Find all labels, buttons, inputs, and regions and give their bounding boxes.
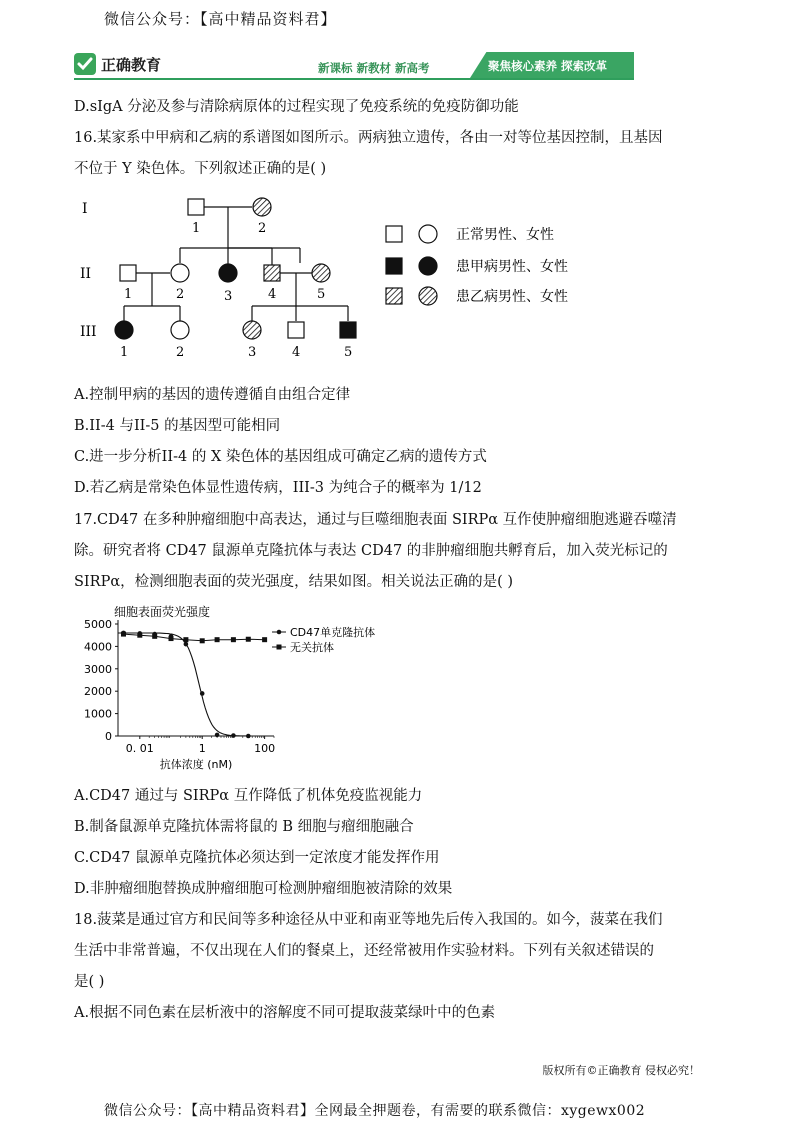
gen1-num-1: 1: [192, 221, 201, 236]
legend-control-marker: [277, 645, 282, 650]
legend-diseaseB-male: [386, 288, 402, 304]
y-tick-label: 4000: [84, 640, 112, 654]
wechat-footer-text: 微信公众号：【高中精品资料君】全网最全押题卷，有需要的联系微信：xygewx002: [104, 1103, 646, 1119]
legend-normal-label: 正常男性、女性: [456, 227, 554, 243]
gen2-num-2: 2: [176, 287, 185, 302]
legend-cd47-label: CD47单克隆抗体: [290, 626, 376, 639]
series-cd47-point: [215, 733, 220, 738]
fluorescence-chart: [74, 602, 454, 774]
gen2-male-4: [264, 265, 280, 281]
gen1-female-2: [253, 198, 271, 216]
chart-title: 细胞表面荧光强度: [114, 605, 211, 619]
gen2-num-3: 3: [224, 289, 233, 304]
legend-diseaseB-label: 患乙病男性、女性: [456, 289, 568, 305]
gen3-male-4: [288, 322, 304, 338]
q17-option-b: B.制备鼠源单克隆抗体需将鼠的 B 细胞与瘤细胞融合: [74, 819, 414, 835]
gen2-num-4: 4: [268, 287, 277, 302]
gen3-female-1: [115, 321, 133, 339]
gen3-num-1: 1: [120, 345, 129, 360]
series-control-line: [124, 634, 265, 641]
gen2-num-5: 5: [317, 287, 326, 302]
legend-diseaseA-label: 患甲病男性、女性: [456, 259, 568, 275]
legend-normal-female: [419, 225, 437, 243]
q18-option-a: A.根据不同色素在层析液中的溶解度不同可提取菠菜绿叶中的色素: [74, 1005, 496, 1021]
q17-option-d: D.非肿瘤细胞替换成肿瘤细胞可检测肿瘤细胞被清除的效果: [74, 881, 453, 897]
legend-control-label: 无关抗体: [290, 641, 334, 654]
legend-diseaseA-female: [419, 257, 437, 275]
series-control-point: [246, 637, 251, 642]
y-tick-label: 5000: [84, 618, 112, 631]
series-cd47-point: [200, 691, 205, 696]
series-control-point: [169, 636, 174, 641]
gen1-male-1: [188, 199, 204, 215]
x-axis-label: 抗体浓度 (nM): [159, 758, 233, 771]
y-tick-label: 1000: [84, 707, 112, 721]
q16-option-c: C.进一步分析II-4 的 X 染色体的基因组成可确定乙病的遗传方式: [74, 449, 487, 465]
question-16-stem: 16.某家系中甲病和乙病的系谱图如图所示。两病独立遗传，各由一对等位基因控制，且基因: [74, 130, 663, 146]
question-18-stem: 18.菠菜是通过官方和民间等多种途径从中亚和南亚等地先后传入我国的。如今，菠菜在我们: [74, 912, 663, 928]
series-control-point: [262, 637, 267, 642]
question-17-stem-cont2: SIRPα，检测细胞表面的荧光强度，结果如图。相关说法正确的是( ): [74, 574, 514, 590]
series-control-point: [183, 637, 188, 642]
gen2-female-3: [219, 264, 237, 282]
gen2-female-5: [312, 264, 330, 282]
gen3-num-4: 4: [292, 345, 301, 360]
slogan: 新课标 新教材 新高考: [318, 61, 430, 75]
gen2-female-2: [171, 264, 189, 282]
series-cd47-point: [246, 734, 251, 739]
y-tick-label: 0: [105, 730, 112, 743]
gen3-male-5: [340, 322, 356, 338]
x-tick-label: 100: [254, 742, 276, 755]
series-control-point: [121, 632, 126, 637]
x-tick-label: 1: [198, 742, 206, 755]
gen-label-1: I: [82, 201, 88, 217]
series-control-point: [215, 637, 220, 642]
series-control-point: [137, 633, 142, 638]
series-control-point: [200, 638, 205, 643]
q17-option-c: C.CD47 鼠源单克隆抗体必须达到一定浓度才能发挥作用: [74, 850, 440, 866]
gen-label-2: II: [80, 266, 92, 282]
legend-diseaseB-female: [419, 287, 437, 305]
question-18-stem-cont1: 生活中非常普遍，不仅出现在人们的餐桌上，还经常被用作实验材料。下列有关叙述错误的: [74, 943, 654, 959]
legend-cd47-marker: [277, 630, 282, 635]
series-cd47-point: [184, 642, 189, 647]
gen3-female-2: [171, 321, 189, 339]
legend-normal-male: [386, 226, 402, 242]
question-16-stem-cont: 不位于 Y 染色体。下列叙述正确的是( ): [74, 161, 327, 177]
header-divider: [74, 78, 634, 80]
q16-option-b: B.II-4 与II-5 的基因型可能相同: [74, 418, 281, 434]
question-17-stem-cont1: 除。研究者将 CD47 鼠源单克隆抗体与表达 CD47 的非肿瘤细胞共孵育后，加入荧光标记的: [74, 543, 668, 559]
gen3-female-3: [243, 321, 261, 339]
checkmark-icon: [74, 53, 96, 75]
legend-diseaseA-male: [386, 258, 402, 274]
question-17-stem: 17.CD47 在多种肿瘤细胞中高表达，通过与巨噬细胞表面 SIRPα 互作使肿瘤细胞逃避吞噬清: [74, 512, 677, 528]
q17-option-a: A.CD47 通过与 SIRPα 互作降低了机体免疫监视能力: [74, 788, 423, 804]
gen3-num-5: 5: [344, 345, 353, 360]
gen1-num-2: 2: [258, 221, 267, 236]
brand-name: 正确教育: [101, 55, 162, 74]
gen2-num-1: 1: [124, 287, 133, 302]
x-tick-label: 0. 01: [125, 742, 154, 755]
gen3-num-2: 2: [176, 345, 185, 360]
gen2-male-1: [120, 265, 136, 281]
q16-option-d: D.若乙病是常染色体显性遗传病，III-3 为纯合子的概率为 1/12: [74, 480, 482, 496]
series-control-point: [152, 634, 157, 639]
series-control-point: [231, 637, 236, 642]
brand-logo: [74, 52, 161, 76]
gen-label-3: III: [80, 324, 97, 340]
y-tick-label: 3000: [84, 662, 112, 676]
option-text: D.sIgA 分泌及参与清除病原体的过程实现了免疫系统的免疫防御功能: [74, 99, 519, 115]
question-18-stem-cont2: 是( ): [74, 974, 105, 990]
wechat-header-text: 微信公众号：【高中精品资料君】: [104, 10, 337, 28]
series-cd47-line: [118, 633, 252, 736]
copyright-notice: 版权所有©正确教育 侵权必究！: [542, 1064, 700, 1077]
q16-option-a: A.控制甲病的基因的遗传遵循自由组合定律: [74, 387, 351, 403]
y-tick-label: 2000: [84, 685, 112, 699]
banner-text: 聚焦核心素养 探索改革: [488, 59, 608, 73]
series-cd47-point: [231, 733, 236, 738]
gen3-num-3: 3: [248, 345, 257, 360]
pedigree-chart: [74, 188, 634, 368]
